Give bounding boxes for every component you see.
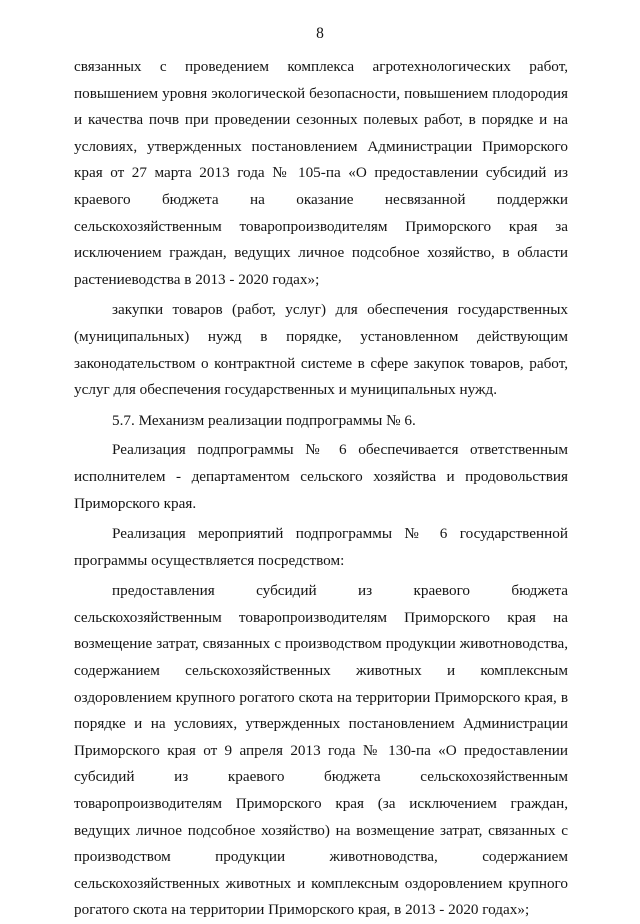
paragraph-procurement: закупки товаров (работ, услуг) для обеспечения государственных (муниципальных) нужд в порядке, установленном действующим законодательством о контрактной системе в сфере закупок товаров, работ, услуг для обеспечения государственных и муниципальных нужд. [74,301,568,399]
paragraph-subsidy-crop: связанных с проведением комплекса агротехнологических работ, повышением уровня экологической безопасности, повышением плодородия и качества почв при проведении сезонных полевых работ, в порядке и на условиях, утвержденных постановлением Администрации Приморского края от 27 марта 2013 года № 105-па «О предоставлении субсидий из краевого бюджета на оказание несвязанной поддержки сельскохозяйственным товаропроизводителям Приморского края за исключением граждан, ведущих личное подсобное хозяйство, в области растениеводства в 2013 - 2020 годах»; [74,58,568,288]
document-body [74,54,568,924]
page-number: 8 [316,25,324,42]
paragraph-implementation-means: Реализация мероприятий подпрограммы № 6 государственной программы осуществляется посредством: [74,525,568,569]
paragraph-responsible-executor: Реализация подпрограммы № 6 обеспечивается ответственным исполнителем - департаментом сельского хозяйства и продовольствия Приморского края. [74,441,568,512]
paragraph-subsidy-livestock: предоставления субсидий из краевого бюджета сельскохозяйственным товаропроизводителям Приморского края на возмещение затрат, связанных с производством продукции животноводства, содержанием сельскохозяйственных животных и комплексным оздоровлением крупного рогатого скота на территории Приморского края, в порядке и на условиях, утвержденных постановлением Администрации Приморского края от 9 апреля 2013 года № 130-па «О предоставлении субсидий из краевого бюджета сельскохозяйственным товаропроизводителям Приморского края (за исключением граждан, ведущих личное подсобное хозяйство) на возмещение затрат, связанных с производством продукции животноводства, содержанием сельскохозяйственных животных и комплексным оздоровлением крупного рогатого скота на территории Приморского края, в 2013 - 2020 годах»; [74,582,568,919]
section-heading-5-7: 5.7. Механизм реализации подпрограммы № 6. [112,411,416,429]
